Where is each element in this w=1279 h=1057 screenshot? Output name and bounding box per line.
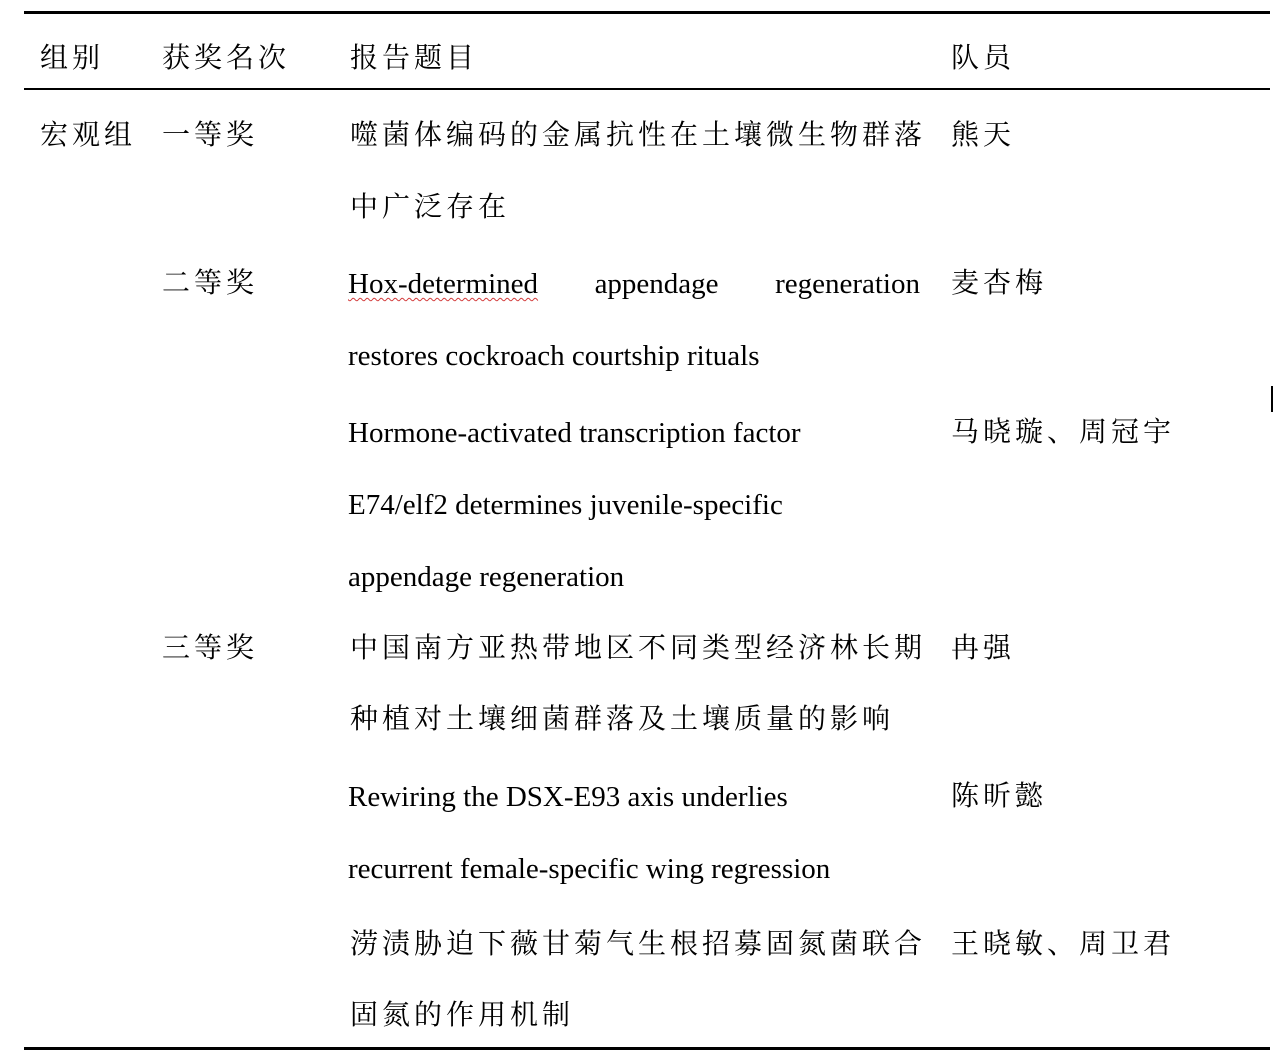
award-first: 一等奖	[162, 120, 259, 151]
entry-1-title-line-2: 中广泛存在	[350, 192, 511, 223]
entry-2-members: 麦杏梅	[951, 268, 1048, 299]
entry-4-title-line-2: 种植对土壤细菌群落及土壤质量的影响	[350, 704, 895, 735]
award-third: 三等奖	[162, 633, 259, 664]
entry-4-members: 冉强	[951, 633, 1016, 664]
header-members: 队员	[951, 43, 1016, 74]
header-award: 获奖名次	[162, 43, 291, 74]
entry-2-title-line-1	[348, 270, 920, 298]
table-top-rule	[24, 11, 1270, 14]
entry-5-members: 陈昕懿	[951, 781, 1048, 812]
header-group: 组别	[40, 43, 105, 74]
text-cursor	[1271, 386, 1273, 412]
award-second: 二等奖	[162, 268, 259, 299]
entry-3-members: 马晓璇、周冠宇	[951, 417, 1176, 448]
entry-5-title-line-1: Rewiring the DSX-E93 axis underlies	[348, 781, 788, 813]
table-header-rule	[24, 88, 1270, 90]
entry-2-title-word-3: regeneration	[775, 268, 920, 300]
entry-3-title-line-2: E74/elf2 determines juvenile-specific	[348, 489, 783, 521]
entry-2-title-word-1: Hox-determined	[348, 268, 539, 300]
entry-4-title-line-1: 中国南方亚热带地区不同类型经济林长期	[350, 633, 927, 664]
entry-2-title-line-2: restores cockroach courtship rituals	[348, 340, 760, 372]
entry-6-title-line-1: 涝渍胁迫下薇甘菊气生根招募固氮菌联合	[350, 929, 927, 960]
entry-6-members: 王晓敏、周卫君	[951, 929, 1176, 960]
entry-6-title-line-2: 固氮的作用机制	[350, 1000, 575, 1031]
group-label: 宏观组	[40, 120, 137, 151]
entry-2-title-word-2: appendage	[594, 268, 719, 300]
entry-3-title-line-1: Hormone-activated transcription factor	[348, 417, 801, 449]
entry-1-members: 熊天	[951, 120, 1016, 151]
entry-5-title-line-2: recurrent female-specific wing regression	[348, 853, 831, 885]
entry-1-title-line-1: 噬菌体编码的金属抗性在土壤微生物群落	[350, 120, 927, 151]
header-title: 报告题目	[350, 43, 479, 74]
table-bottom-rule	[24, 1047, 1270, 1050]
entry-3-title-line-3: appendage regeneration	[348, 561, 625, 593]
